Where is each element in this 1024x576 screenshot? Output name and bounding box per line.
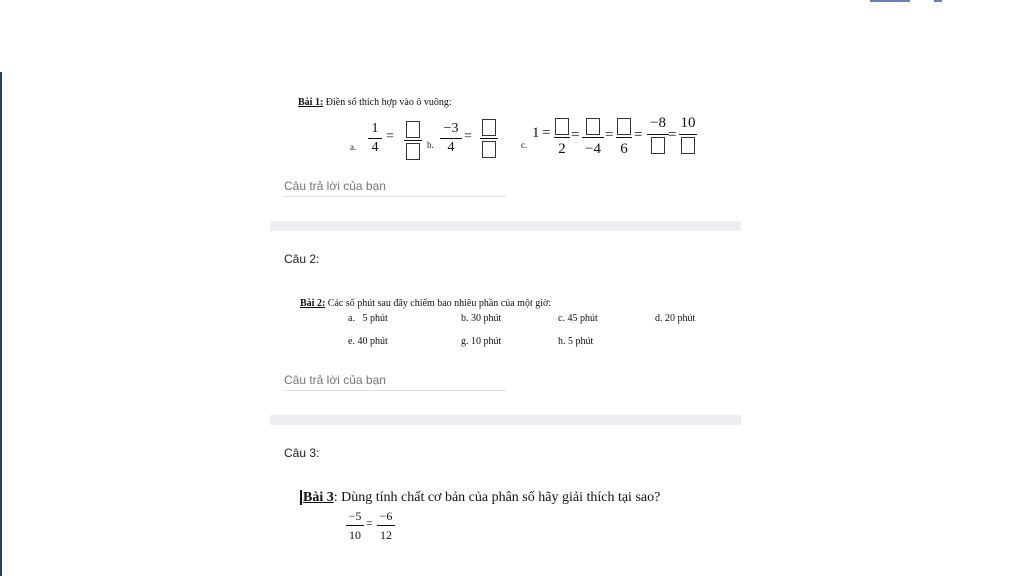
q1-part-a-label: a.	[350, 142, 357, 152]
q2-option-e: e. 40 phút	[348, 336, 388, 347]
q1-answer-fraction-b	[480, 119, 498, 158]
fraction-bar	[679, 134, 697, 135]
top-accent-mark	[934, 0, 942, 2]
fraction-bar	[554, 137, 570, 138]
q2-option-g: g. 10 phút	[461, 336, 502, 347]
q3-instruction: : Dùng tính chất cơ bản của phân số hãy giải thích tại sao?	[333, 490, 661, 505]
q1-a-denominator: 4	[371, 140, 379, 155]
q3-f1-numerator: −5	[348, 509, 362, 523]
equals-sign: =	[542, 125, 551, 141]
q1-part-b-label: b.	[427, 140, 434, 150]
fraction-bar	[404, 140, 422, 141]
q1-instruction-line	[298, 97, 452, 108]
q1-a-numerator: 1	[371, 121, 379, 136]
q2-option-d: d. 20 phút	[655, 313, 696, 324]
q1-c-numerator-5: 10	[680, 115, 696, 131]
q2-answer-underline	[284, 390, 506, 391]
q1-answer-input[interactable]: Câu trả lời của bạn	[284, 179, 386, 193]
q1-part-c-label: c.	[521, 140, 528, 150]
q2-option-b: b. 30 phút	[461, 313, 502, 324]
q2-instruction: Các số phút sau đây chiếm bao nhiêu phần của một giờ:	[327, 298, 552, 309]
fraction-bar	[616, 137, 632, 138]
q3-title: Câu 3:	[284, 446, 320, 460]
q2-option-c: c. 45 phút	[558, 313, 598, 324]
empty-box	[586, 118, 600, 135]
fraction-bar	[480, 138, 498, 139]
fraction-bar	[582, 137, 604, 138]
empty-box	[482, 141, 496, 158]
question-3-image	[270, 486, 741, 576]
q1-c-fraction-3	[616, 118, 632, 158]
q1-c-fraction-2	[582, 118, 604, 158]
q2-instruction-line	[300, 298, 551, 309]
q1-answer-underline	[284, 196, 506, 197]
q1-c-one: 1	[532, 125, 540, 141]
q1-c-denominator-1: 2	[558, 141, 566, 157]
q2-title: Câu 2:	[284, 252, 320, 266]
section-separator	[270, 221, 741, 231]
q2-option-a: a. 5 phút	[348, 313, 388, 324]
empty-box	[651, 137, 665, 154]
q3-f2-numerator: −6	[379, 509, 393, 523]
section-separator	[270, 415, 741, 425]
empty-box	[555, 118, 569, 135]
equals-sign: =	[366, 516, 373, 530]
equals-sign: =	[464, 129, 472, 144]
q3-f2-denominator: 12	[380, 528, 392, 542]
q3-f1-denominator: 10	[349, 528, 361, 542]
q2-option-h: h. 5 phút	[558, 336, 594, 347]
question-card-2	[270, 232, 741, 414]
top-accent-line	[870, 0, 910, 2]
left-accent-bar	[0, 72, 2, 576]
q1-instruction: Điền số thích hợp vào ô vuông:	[325, 97, 452, 108]
q2-answer-input[interactable]: Câu trả lời của bạn	[284, 373, 386, 387]
q1-c-denominator-3: 6	[620, 141, 628, 157]
equals-sign: =	[386, 129, 394, 144]
q3-fraction-1	[346, 507, 364, 544]
empty-box	[681, 137, 695, 154]
question-card-3	[270, 426, 741, 576]
empty-box	[406, 121, 420, 138]
q1-b-numerator: −3	[443, 121, 459, 136]
q1-fraction-a	[368, 120, 382, 157]
equals-sign: =	[668, 127, 677, 143]
empty-box	[482, 119, 496, 136]
q1-c-fraction-5	[679, 114, 697, 154]
q1-bai-label: Bài 1:	[298, 97, 324, 108]
equals-sign: =	[634, 127, 643, 143]
q1-answer-fraction-a	[404, 121, 422, 160]
equals-sign: =	[571, 127, 580, 143]
empty-box	[406, 143, 420, 160]
question-1-image	[270, 90, 741, 170]
q3-instruction-line	[300, 490, 660, 506]
q1-fraction-b	[440, 120, 462, 157]
q1-b-denominator: 4	[447, 140, 455, 155]
q1-c-numerator-4: −8	[650, 115, 666, 131]
fraction-bar	[647, 134, 669, 135]
question-2-image	[270, 294, 741, 354]
q1-c-denominator-2: −4	[585, 141, 601, 157]
question-card-1	[270, 90, 741, 220]
q1-c-fraction-4	[647, 114, 669, 154]
equals-sign: =	[605, 127, 614, 143]
q1-c-fraction-1	[554, 118, 570, 158]
empty-box	[617, 118, 631, 135]
q3-fraction-2	[377, 507, 395, 544]
q3-bai-label: Bài 3	[300, 490, 334, 505]
q2-bai-label: Bài 2:	[300, 298, 326, 309]
